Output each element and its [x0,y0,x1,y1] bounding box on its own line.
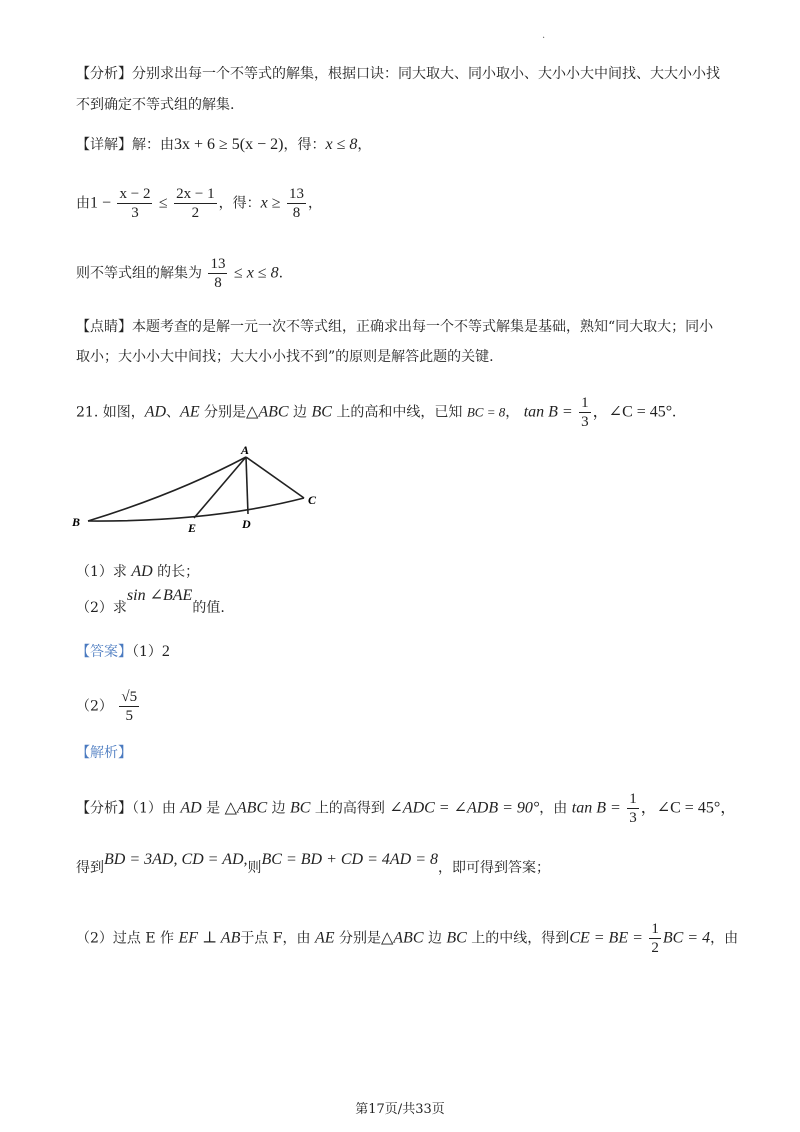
q21-sep: 、 [166,404,181,421]
detail-line [76,135,371,155]
frac-den: 2 [651,940,659,956]
label-e: E [188,521,197,535]
sub2-pre: （2）求 [76,600,127,616]
dianjing-tag: 【点睛】 [76,319,132,335]
frac-den: 2 [191,205,200,221]
frac-den: 5 [125,708,133,724]
frac-num: 1 [629,791,637,807]
q21-t1: 分别是 [199,404,247,421]
bd-pre: 得到 [76,860,104,876]
result-1: x ≤ 8 [325,136,358,153]
dianjing-line-1 [76,317,713,337]
q21-abc: △ABC [246,403,289,421]
answer-line [76,642,170,662]
p2-fraction-1-over-2 [649,920,661,957]
segment-ae [194,457,246,518]
q21-ae: AE [180,403,200,421]
q21-bc8: BC = 8 [466,404,506,420]
frac-num: 1 [581,395,589,411]
solution-range: ≤ x ≤ 8 [233,264,279,282]
answer-part2: （2） [76,698,113,715]
bd-post: ，即可得到答案； [438,860,551,876]
solution-set-line [76,255,283,292]
label-a: A [241,443,250,457]
fenxi2-angle-c: ，∠C = 45°， [640,799,737,817]
answer-tag: 【答案】 [76,644,132,660]
fraction-13-over-8-b [208,255,227,292]
inequality-1: 3x + 6 ≥ 5(x − 2) [174,136,284,153]
fraction-x-2-over-3 [117,185,152,222]
frac-num: 13 [288,186,304,202]
fenxi2-t4: 上的高得到 [310,800,390,817]
frac-num: 1 [651,921,659,937]
detail-mid: ，得： [283,137,326,153]
sub-question-1 [76,562,199,582]
line2-pre: 由 [76,195,90,212]
fenxi2-ad: AD [180,799,202,817]
bd-expr: BD = 3AD, CD = AD, [104,851,248,868]
p2-t3: 分别是 [334,930,381,947]
fenxi2-tag: 【分析】 [76,800,132,817]
frac-den: 8 [214,275,222,291]
sub2-expr: sin ∠BAE [126,587,193,604]
p2-t1: （2）过点 E 作 [76,930,179,947]
sub1-ad: AD [131,563,153,580]
fenxi2-t5: ，由 [539,800,568,817]
fenxi2-t2: 是 [201,800,225,817]
detail-pre: 解：由 [132,137,174,153]
side-ab [88,457,246,521]
line3-end: . [278,265,284,282]
analysis2-line [76,790,736,827]
decorative-dot: . [542,30,546,41]
side-ac [246,457,304,498]
dianjing-text-1: 本题考查的是解一元一次不等式组，正确求出每一个不等式解集是基础，熟知“同大取大；同小 [132,319,714,335]
q21-t2: 边 [288,404,312,421]
q21-bc: BC [311,403,332,421]
p2-bc4: BC = 4 [662,929,711,947]
p2-end: ，由 [710,930,739,947]
q21-comma: ， [505,404,520,421]
label-d: D [242,517,251,531]
p2-t4: 边 [423,930,447,947]
triangle-figure [66,442,336,538]
p2-bc: BC [446,929,467,947]
fraction-13-over-8 [287,185,306,222]
label-b: B [72,515,81,529]
analysis-line-1 [76,64,720,84]
analysis-text: 分别求出每一个不等式的解集，根据口诀：同大取大、同小取小、大小小大中间找、大大小小找 [132,66,720,82]
frac-den: 8 [292,205,301,221]
p2-ae: AE [314,929,335,947]
fenxi2-fraction-1-over-3 [627,790,639,827]
q21-t3: 上的高和中线，已知 [331,404,467,421]
frac-num: x − 2 [119,186,151,202]
line2-end: ， [307,195,322,212]
line2-mid: ，得： [218,195,261,212]
segment-ad [246,457,248,514]
p2-abc: △ABC [380,929,424,947]
inequality-2-line [76,185,322,222]
p2-ef: EF ⊥ AB [178,929,241,947]
answer-part1: （1） [132,644,162,660]
analysis-tag: 【分析】 [76,66,132,82]
x-geq: x ≥ [260,194,281,212]
bd-line [76,851,551,878]
side-bc [88,498,304,521]
q21-tanb: tan B = [523,403,573,421]
fenxi2-bc: BC [290,799,311,817]
p2-t5: 上的中线，得到 [466,930,570,947]
answer-line-2 [76,688,141,725]
p2-t2: 于点 F，由 [240,930,315,947]
jiexi-tag: 【解析】 [76,745,132,761]
line3-pre: 则不等式组的解集为 [76,265,202,282]
fenxi2-abc: △ABC [224,799,268,817]
q21-num: 21. 如图， [76,404,145,421]
frac-den: 3 [629,810,637,826]
label-c: C [308,493,317,507]
q21-angle-c: ，∠C = 45°. [592,403,677,421]
bd-ze: 则 [247,860,262,876]
fenxi2-angles: ∠ADC = ∠ADB = 90° [389,799,540,817]
sub-question-2 [76,587,225,618]
q21-ad: AD [144,403,167,421]
frac-num: 13 [210,256,226,272]
answer-value-1: 2 [161,643,170,660]
detail-end: ， [357,137,372,153]
dianjing-line-2: 取小；大小小大中间找；大大小小找不到”的原则是解答此题的关键. [76,349,494,365]
sub2-post: 的值. [192,600,225,616]
question-21-line [76,394,676,431]
fenxi2-t3: 边 [267,800,291,817]
line2-one: 1 − [90,194,112,212]
frac-num: √5 [121,689,138,705]
frac-num: 2x − 1 [176,186,215,202]
fenxi2-tanb: tan B = [571,799,621,817]
leq-sign: ≤ [158,194,168,212]
sub1-post: 的长； [152,564,200,580]
q21-fraction-1-over-3 [579,394,591,431]
part2-line [76,920,738,957]
p2-ce: CE = BE = [569,929,643,947]
fraction-2x-1-over-2 [174,185,216,222]
detail-tag: 【详解】 [76,137,132,153]
page-footer: 第17页/共33页 [355,1102,445,1117]
frac-den: 3 [131,205,139,221]
analysis-line-2: 不到确定不等式组的解集. [76,97,235,113]
frac-den: 3 [581,414,589,430]
bc-sum-expr: BC = BD + CD = 4AD = 8 [261,851,439,868]
answer-fraction-sqrt5-over-5 [119,688,139,725]
fenxi2-t1: （1）由 [132,800,181,817]
sub1-pre: （1）求 [76,564,132,580]
